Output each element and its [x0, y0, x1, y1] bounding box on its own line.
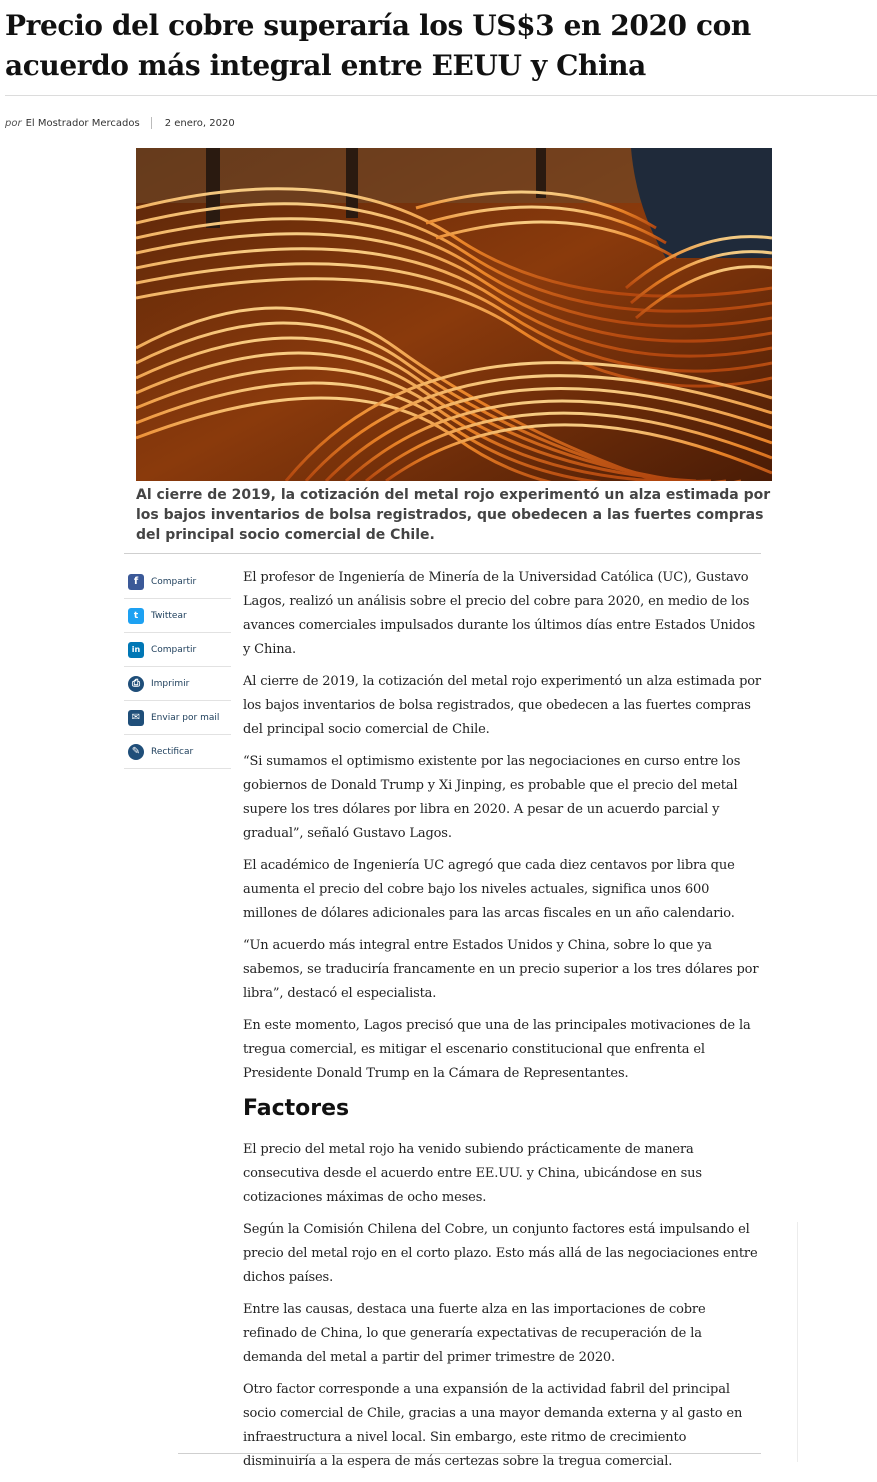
twitter-icon: t	[128, 608, 144, 624]
rectify-button[interactable]	[124, 735, 231, 769]
copper-coils-image	[136, 148, 772, 481]
paragraph: En este momento, Lagos precisó que una de las principales motivaciones de la tregua comercial, es mitigar el escenario constitucional que enfrenta el Presidente Donald Trump en la Cámara de Representantes.	[243, 1018, 751, 1081]
share-bar	[124, 565, 231, 769]
author-link[interactable]: El Mostrador Mercados	[25, 117, 140, 129]
hero-image	[136, 148, 772, 481]
share-facebook-label: Compartir	[151, 576, 197, 587]
mail-icon: ✉	[128, 710, 144, 726]
printer-icon: ⎙	[128, 676, 144, 692]
sidebar-edge	[797, 1222, 798, 1462]
print-label: Imprimir	[151, 678, 190, 689]
byline-separator	[151, 117, 152, 129]
pencil-icon: ✎	[128, 744, 144, 760]
paragraph: El precio del metal rojo ha venido subiendo prácticamente de manera consecutiva desde el acuerdo entre EE.UU. y China, ubicándose en sus cotizaciones máximas de ocho meses.	[243, 1142, 702, 1205]
share-twitter-label: Twittear	[151, 610, 187, 621]
paragraph: Al cierre de 2019, la cotización del metal rojo experimentó un alza estimada por los bajos inventarios de bolsa registrados, que obedecen a las fuertes compras del principal socio comercial de Chile.	[243, 674, 761, 737]
article-title: Precio del cobre superaría los US$3 en 2020 con acuerdo más integral entre EEUU y China	[5, 9, 751, 82]
image-caption: Al cierre de 2019, la cotización del metal rojo experimentó un alza estimada por los bajos inventarios de bolsa registrados, que obedecen a las fuertes compras del principal socio comercial de Chile.	[136, 487, 771, 543]
email-button[interactable]	[124, 701, 231, 735]
article-body	[243, 566, 763, 1482]
rectify-label: Rectificar	[151, 746, 194, 757]
share-facebook[interactable]	[124, 565, 231, 599]
paragraph: Según la Comisión Chilena del Cobre, un conjunto factores está impulsando el precio del metal rojo en el corto plazo. Esto más allá de las negociaciones entre dichos países.	[243, 1222, 758, 1285]
byline-prefix: por	[5, 117, 22, 129]
share-linkedin[interactable]	[124, 633, 231, 667]
caption-divider	[124, 553, 761, 554]
paragraph: Entre las causas, destaca una fuerte alza en las importaciones de cobre refinado de China, lo que generaría expectativas de recuperación de la demanda del metal a partir del primer trimestre de 2020.	[243, 1302, 706, 1365]
paragraph: “Un acuerdo más integral entre Estados Unidos y China, sobre lo que ya sabemos, se traduciría francamente en un precio superior a los tres dólares por libra”, destacó el especialista.	[243, 938, 759, 1001]
paragraph: El académico de Ingeniería UC agregó que cada diez centavos por libra que aumenta el precio del cobre bajo los niveles actuales, significa unos 600 millones de dólares adicionales para las arcas fiscales en un año calendario.	[243, 858, 735, 921]
paragraph: “Si sumamos el optimismo existente por las negociaciones en curso entre los gobiernos de Donald Trump y Xi Jinping, es probable que el precio del metal supere los tres dólares por libra en 2020. A pesar de un acuerdo parcial y gradual”, señaló Gustavo Lagos.	[243, 754, 741, 841]
print-button[interactable]	[124, 667, 231, 701]
email-label: Enviar por mail	[151, 712, 220, 723]
paragraph: El profesor de Ingeniería de Minería de la Universidad Católica (UC), Gustavo Lagos, realizó un análisis sobre el precio del cobre para 2020, en medio de los avances comerciales impulsados durante los últimos días entre Estados Unidos y China.	[243, 570, 755, 657]
share-linkedin-label: Compartir	[151, 644, 197, 655]
share-twitter[interactable]	[124, 599, 231, 633]
footer-divider	[178, 1453, 761, 1454]
header-divider	[5, 95, 877, 96]
linkedin-icon: in	[128, 642, 144, 658]
facebook-icon: f	[128, 574, 144, 590]
byline	[5, 117, 235, 129]
paragraph: Otro factor corresponde a una expansión de la actividad fabril del principal socio comercial de Chile, gracias a una mayor demanda externa y al gasto en infraestructura a nivel local. Sin embargo, este ritmo de crecimiento disminuiría a la espera de más certezas sobre la tregua comercial.	[243, 1382, 743, 1469]
publish-date: 2 enero, 2020	[164, 117, 235, 129]
section-heading: Factores	[243, 1096, 350, 1121]
